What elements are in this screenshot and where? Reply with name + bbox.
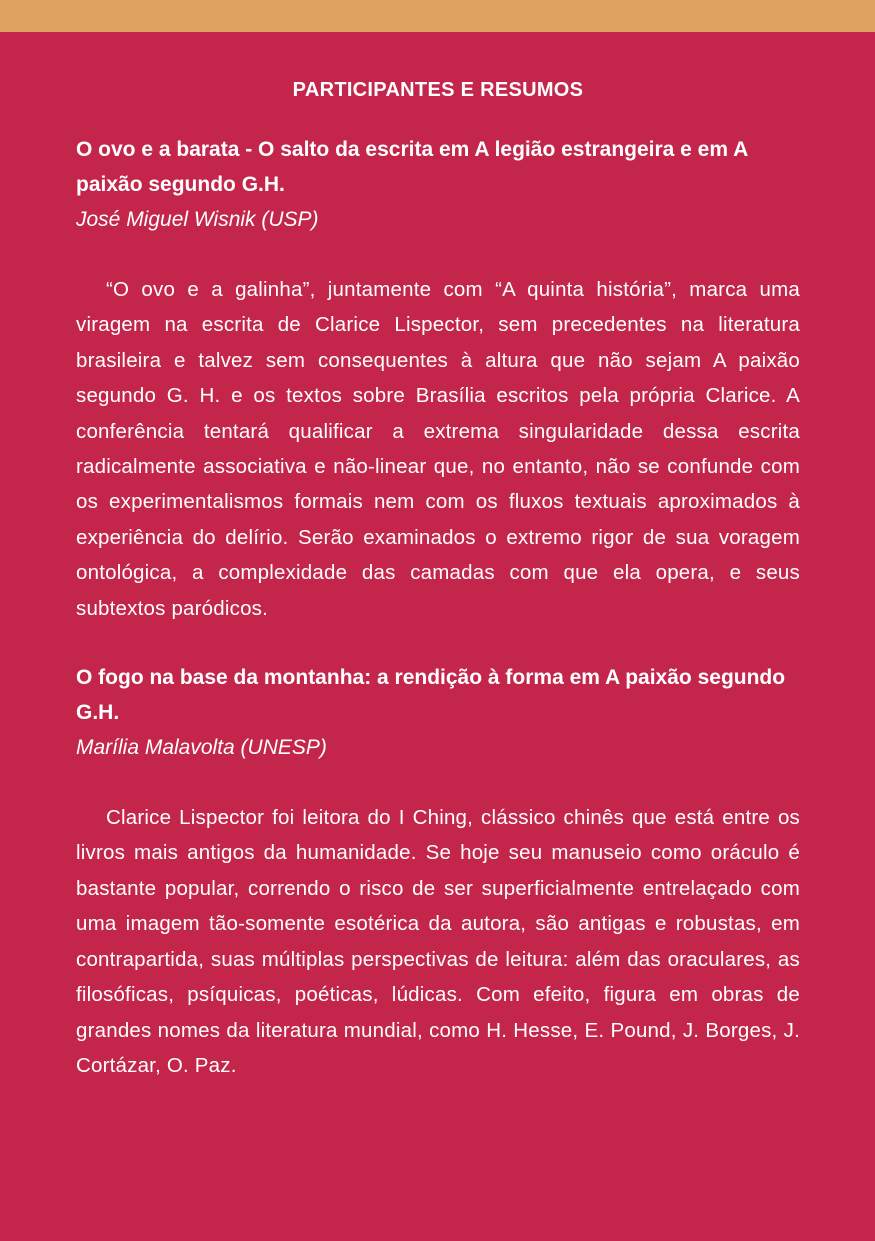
- page-content: [76, 72, 800, 1117]
- talk-author: Marília Malavolta (UNESP): [76, 736, 327, 760]
- talk-abstract: “O ovo e a galinha”, juntamente com “A quinta história”, marca uma viragem na escrita de Clarice Lispector, sem precedentes na literatura brasileira e talvez sem consequentes à altura que não sejam A paixão segundo G. H. e os textos sobre Brasília escritos pela própria Clarice. A conferência tentará qualificar a extrema singularidade dessa escrita radicalmente associativa e não-linear que, no entanto, não se confunde com os experimentalismos formais nem com os fluxos textuais aproximados à experiência do delírio. Serão examinados o extremo rigor de sua voragem ontológica, a complexidade das camadas com que ela opera, e seus subtextos paródicos.: [76, 278, 800, 620]
- talk-title: O fogo na base da montanha: a rendição à forma em A paixão segundo G.H.: [76, 666, 786, 725]
- talk-author: José Miguel Wisnik (USP): [76, 208, 319, 231]
- talk-abstract: Clarice Lispector foi leitora do I Ching, clássico chinês que está entre os livros mais antigos da humanidade. Se hoje seu manuseio como oráculo é bastante popular, correndo o risco de ser superficialmente entrelaçado com uma imagem tão-somente esotérica da autora, são antigas e robustas, em contrapartida, suas múltiplas perspectivas de leitura: além das oraculares, as filosóficas, psíquicas, poéticas, lúdicas. Com efeito, figura em obras de grandes nomes da literatura mundial, como H. Hesse, E. Pound, J. Borges, J. Cortázar, O. Paz.: [76, 806, 800, 1077]
- talk-title: O ovo e a barata - O salto da escrita em A legião estrangeira e em A paixão segundo G.H.: [76, 138, 748, 196]
- section-title: PARTICIPANTES E RESUMOS: [292, 79, 584, 101]
- top-color-band: [0, 0, 875, 32]
- abstract-entry-1: [76, 132, 800, 626]
- abstract-entry-2: [76, 660, 800, 1083]
